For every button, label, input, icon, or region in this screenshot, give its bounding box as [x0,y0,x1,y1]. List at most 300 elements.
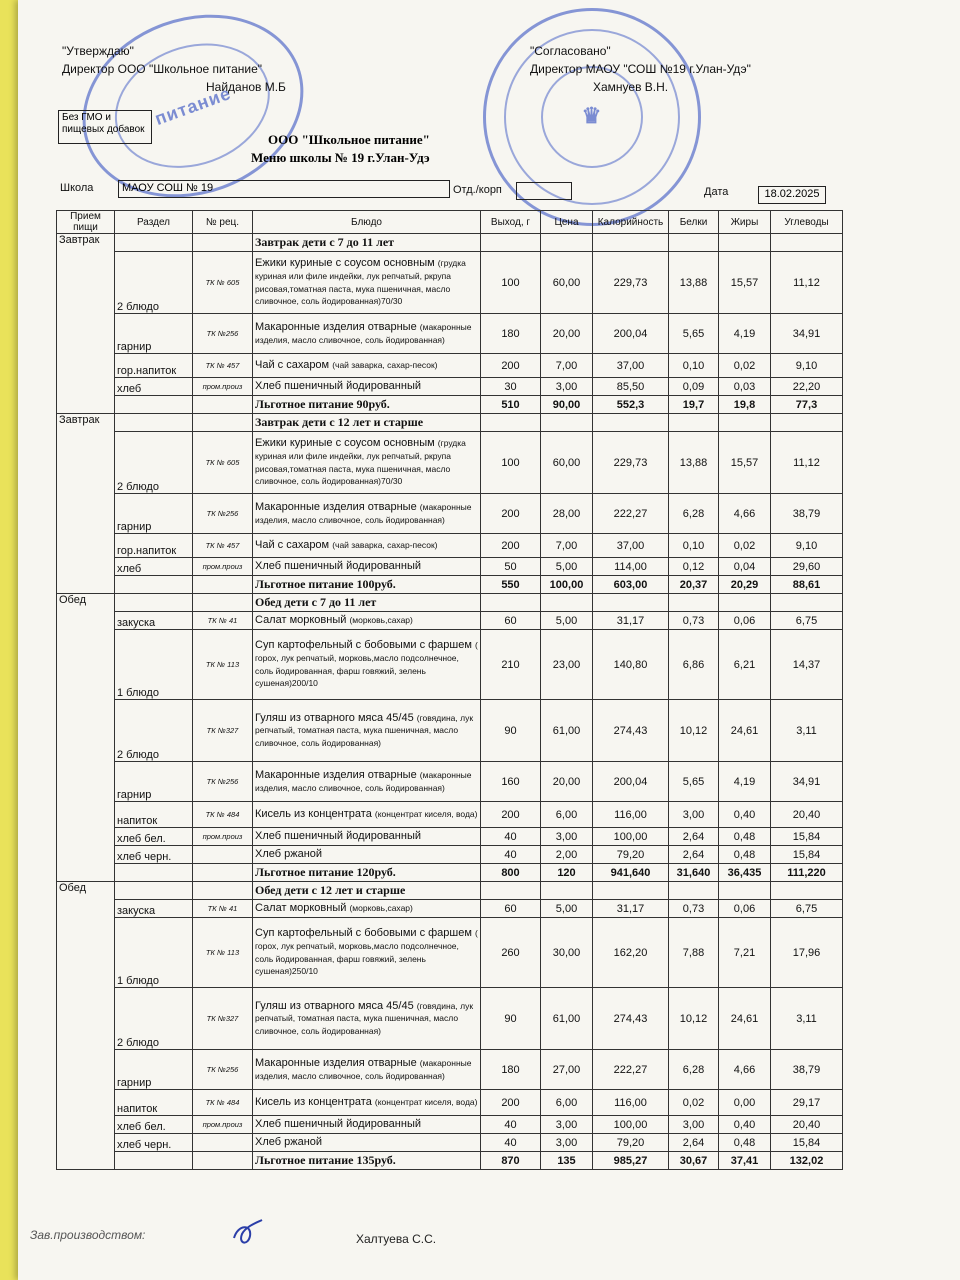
value-price: 3,00 [541,1134,593,1152]
recipe-code: ТК № 484 [193,1090,253,1116]
value-fat: 4,19 [719,314,771,354]
recipe-code: пром.произ [193,558,253,576]
col-recipe: № рец. [193,211,253,234]
table-row [57,762,843,802]
meal-cell: Обед [57,882,115,1170]
value-out: 40 [481,846,541,864]
total-carb: 88,61 [771,576,843,594]
dish-name: Хлеб пшеничный йодированный [255,560,421,573]
dish-name: Хлеб пшеничный йодированный [255,830,421,843]
value-kcal: 100,00 [593,1116,669,1134]
total-row [57,396,843,414]
total-row [57,1152,843,1170]
value-out: 40 [481,1116,541,1134]
value-out: 90 [481,700,541,762]
section-cell: хлеб черн. [115,846,193,864]
value-prot: 6,28 [669,494,719,534]
dish-composition: (макаронные изделия, масло сливочное, соль йодированная) [255,769,472,793]
value-prot: 2,64 [669,846,719,864]
signature [228,1218,268,1250]
value-out: 40 [481,1134,541,1152]
empty-cell [541,594,593,612]
value-prot: 0,12 [669,558,719,576]
value-fat: 15,57 [719,432,771,494]
date-label: Дата [704,186,729,198]
value-kcal: 162,20 [593,918,669,988]
dish-name: Ежики куриные с соусом основным [255,257,435,270]
dish-composition: (грудка куриная или филе индейки, лук репчатый, ркрупа рисовая,томатная паста, мука пшеничная, масло сливочное, соль йодированная)70/30 [255,438,466,487]
empty-cell [115,1152,193,1170]
recipe-code: ТК № 457 [193,354,253,378]
empty-cell [115,594,193,612]
table-row [57,828,843,846]
dish-name: Хлеб пшеничный йодированный [255,1118,421,1131]
value-price: 30,00 [541,918,593,988]
value-out: 40 [481,828,541,846]
section-cell: гор.напиток [115,354,193,378]
header-row [57,211,843,234]
date-field: 18.02.2025 [758,186,826,204]
value-kcal: 222,27 [593,1050,669,1090]
recipe-code: ТК № 41 [193,612,253,630]
dept-field [516,182,572,200]
production-head-label: Зав.производством: [30,1228,146,1242]
dish-cell [253,612,481,630]
value-out: 30 [481,378,541,396]
total-price: 120 [541,864,593,882]
school-label: Школа [60,182,94,194]
value-carb: 6,75 [771,612,843,630]
total-price: 90,00 [541,396,593,414]
dish-cell [253,762,481,802]
agree-label: "Согласовано" [530,44,611,58]
value-carb: 11,12 [771,432,843,494]
total-title: Льготное питание 90руб. [253,396,481,414]
table-row [57,918,843,988]
value-price: 28,00 [541,494,593,534]
total-kcal: 941,640 [593,864,669,882]
empty-cell [719,234,771,252]
recipe-code: пром.произ [193,828,253,846]
table-row [57,900,843,918]
value-prot: 2,64 [669,828,719,846]
empty-cell [481,882,541,900]
group-title-row [57,414,843,432]
dish-cell [253,1134,481,1152]
group-title: Завтрак дети с 12 лет и старше [253,414,481,432]
table-row [57,1090,843,1116]
table-row [57,494,843,534]
value-carb: 11,12 [771,252,843,314]
empty-cell [193,414,253,432]
empty-cell [193,396,253,414]
group-title-row [57,882,843,900]
value-out: 60 [481,612,541,630]
total-price: 135 [541,1152,593,1170]
section-cell: 2 блюдо [115,252,193,314]
value-out: 200 [481,802,541,828]
total-fat: 37,41 [719,1152,771,1170]
agree-name: Хамнуев В.Н. [593,80,669,94]
value-price: 5,00 [541,900,593,918]
value-carb: 9,10 [771,354,843,378]
value-price: 60,00 [541,252,593,314]
value-fat: 0,40 [719,802,771,828]
empty-cell [115,414,193,432]
table-row [57,354,843,378]
table-row [57,534,843,558]
total-title: Льготное питание 100руб. [253,576,481,594]
empty-cell [593,234,669,252]
value-out: 200 [481,534,541,558]
value-out: 200 [481,354,541,378]
dish-name: Хлеб ржаной [255,1136,323,1149]
value-carb: 29,60 [771,558,843,576]
section-cell: напиток [115,802,193,828]
value-price: 60,00 [541,432,593,494]
recipe-code: пром.произ [193,378,253,396]
value-kcal: 37,00 [593,534,669,558]
org-title: ООО "Школьное питание" [268,132,430,147]
dish-cell [253,494,481,534]
dish-cell [253,432,481,494]
total-out: 800 [481,864,541,882]
value-prot: 10,12 [669,700,719,762]
school-field: МАОУ СОШ № 19 [118,180,450,198]
dish-cell [253,1050,481,1090]
dish-cell [253,900,481,918]
value-kcal: 37,00 [593,354,669,378]
table-row [57,1116,843,1134]
dish-composition: (говядина, лук репчатый, томатная паста, мука пшеничная, масло сливочное, соль йодированная) [255,1000,474,1036]
recipe-code [193,846,253,864]
value-price: 6,00 [541,1090,593,1116]
dish-cell [253,558,481,576]
section-cell: 1 блюдо [115,918,193,988]
table-row [57,314,843,354]
total-row [57,864,843,882]
value-carb: 38,79 [771,494,843,534]
table-row [57,1050,843,1090]
dish-name: Хлеб пшеничный йодированный [255,380,421,393]
empty-cell [669,594,719,612]
value-price: 7,00 [541,354,593,378]
dish-name: Хлеб ржаной [255,848,323,861]
value-prot: 5,65 [669,314,719,354]
total-kcal: 985,27 [593,1152,669,1170]
dish-cell [253,1090,481,1116]
section-cell: напиток [115,1090,193,1116]
dish-cell [253,630,481,700]
school-stamp: ♛ [483,8,701,226]
empty-cell [669,234,719,252]
section-cell: хлеб бел. [115,1116,193,1134]
recipe-code: пром.произ [193,1116,253,1134]
empty-cell [593,414,669,432]
recipe-code: ТК № 605 [193,252,253,314]
total-kcal: 603,00 [593,576,669,594]
value-carb: 34,91 [771,762,843,802]
value-carb: 20,40 [771,802,843,828]
value-kcal: 79,20 [593,1134,669,1152]
value-out: 60 [481,900,541,918]
dish-name: Суп картофельный с бобовыми с фаршем [255,927,472,940]
value-fat: 0,00 [719,1090,771,1116]
table-row [57,630,843,700]
value-out: 260 [481,918,541,988]
value-prot: 13,88 [669,432,719,494]
value-prot: 0,10 [669,534,719,558]
section-cell: 1 блюдо [115,630,193,700]
total-prot: 31,640 [669,864,719,882]
value-kcal: 200,04 [593,762,669,802]
value-price: 27,00 [541,1050,593,1090]
table-row [57,846,843,864]
table-row [57,700,843,762]
value-fat: 0,02 [719,354,771,378]
dish-name: Салат морковный [255,902,347,915]
total-fat: 19,8 [719,396,771,414]
dish-cell [253,378,481,396]
value-price: 5,00 [541,612,593,630]
recipe-code: ТК № 484 [193,802,253,828]
value-fat: 0,04 [719,558,771,576]
dish-composition: (грудка куриная или филе индейки, лук репчатый, ркрупа рисовая,томатная паста, мука пшеничная, масло сливочное, соль йодированная)70/30 [255,258,466,307]
value-kcal: 274,43 [593,700,669,762]
value-carb: 14,37 [771,630,843,700]
dish-cell [253,846,481,864]
value-carb: 15,84 [771,846,843,864]
meal-cell: Обед [57,594,115,882]
organization-stamp: питание [57,0,330,227]
section-cell: гарнир [115,314,193,354]
value-prot: 6,86 [669,630,719,700]
dish-composition: (морковь,сахар) [349,615,413,626]
value-kcal: 31,17 [593,900,669,918]
value-kcal: 114,00 [593,558,669,576]
section-cell: хлеб черн. [115,1134,193,1152]
col-carbs: Углеводы [771,211,843,234]
recipe-code: ТК №256 [193,762,253,802]
section-cell: 2 блюдо [115,432,193,494]
value-kcal: 100,00 [593,828,669,846]
empty-cell [481,234,541,252]
total-out: 870 [481,1152,541,1170]
empty-cell [193,594,253,612]
value-carb: 29,17 [771,1090,843,1116]
empty-cell [193,576,253,594]
dish-name: Макаронные изделия отварные [255,500,417,513]
total-prot: 20,37 [669,576,719,594]
total-prot: 30,67 [669,1152,719,1170]
production-head-name: Халтуева С.С. [356,1232,437,1246]
recipe-code: ТК № 113 [193,630,253,700]
section-cell: гарнир [115,494,193,534]
col-kcal: Калорийность [593,211,669,234]
dish-composition: (морковь,сахар) [349,903,413,914]
dish-composition: ( горох, лук репчатый, морковь,масло подсолнечное, соль йодированная, фарш говяжий, зелень сушеная)200/10 [255,640,478,689]
value-fat: 24,61 [719,988,771,1050]
value-prot: 5,65 [669,762,719,802]
col-meal: Прием пищи [57,211,115,234]
dept-label: Отд./корп [453,184,502,196]
dish-cell [253,988,481,1050]
total-price: 100,00 [541,576,593,594]
value-carb: 6,75 [771,900,843,918]
empty-cell [593,882,669,900]
recipe-code: ТК №327 [193,988,253,1050]
total-carb: 77,3 [771,396,843,414]
section-cell: хлеб бел. [115,828,193,846]
value-kcal: 79,20 [593,846,669,864]
group-title: Завтрак дети с 7 до 11 лет [253,234,481,252]
group-title-row [57,594,843,612]
recipe-code: ТК №256 [193,494,253,534]
value-out: 180 [481,1050,541,1090]
dish-name: Макаронные изделия отварные [255,320,417,333]
dish-cell [253,918,481,988]
recipe-code: ТК № 113 [193,918,253,988]
value-prot: 0,10 [669,354,719,378]
dish-cell [253,828,481,846]
table-row [57,378,843,396]
dish-name: Ежики куриные с соусом основным [255,437,435,450]
dish-composition: (макаронные изделия, масло сливочное, соль йодированная) [255,1057,472,1081]
approve-name: Найданов М.Б [206,80,286,94]
value-kcal: 116,00 [593,802,669,828]
value-price: 23,00 [541,630,593,700]
recipe-code: ТК №256 [193,314,253,354]
table-row [57,988,843,1050]
dish-cell [253,252,481,314]
total-kcal: 552,3 [593,396,669,414]
group-title-row [57,234,843,252]
value-fat: 6,21 [719,630,771,700]
group-title: Обед дети с 12 лет и старше [253,882,481,900]
value-prot: 7,88 [669,918,719,988]
empty-cell [771,594,843,612]
value-out: 160 [481,762,541,802]
dish-name: Гуляш из отварного мяса 45/45 [255,711,414,724]
value-out: 100 [481,432,541,494]
dish-name: Гуляш из отварного мяса 45/45 [255,999,414,1012]
value-carb: 15,84 [771,828,843,846]
dish-cell [253,354,481,378]
meal-cell: Завтрак [57,234,115,414]
dish-composition: (макаронные изделия, масло сливочное, соль йодированная) [255,321,472,345]
recipe-code: ТК № 41 [193,900,253,918]
empty-cell [669,414,719,432]
value-fat: 0,06 [719,900,771,918]
value-carb: 38,79 [771,1050,843,1090]
dish-name: Чай с сахаром [255,359,330,372]
value-prot: 3,00 [669,802,719,828]
value-kcal: 31,17 [593,612,669,630]
value-fat: 0,40 [719,1116,771,1134]
dish-name: Чай с сахаром [255,539,330,552]
empty-cell [719,414,771,432]
dish-cell [253,314,481,354]
dish-cell [253,700,481,762]
value-fat: 0,02 [719,534,771,558]
total-carb: 132,02 [771,1152,843,1170]
value-kcal: 229,73 [593,432,669,494]
col-output: Выход, г [481,211,541,234]
empty-cell [593,594,669,612]
col-section: Раздел [115,211,193,234]
document-sheet [18,0,960,1280]
col-price: Цена [541,211,593,234]
empty-cell [771,414,843,432]
value-carb: 34,91 [771,314,843,354]
section-cell: закуска [115,612,193,630]
table-row [57,612,843,630]
empty-cell [115,576,193,594]
value-fat: 15,57 [719,252,771,314]
value-fat: 0,03 [719,378,771,396]
value-price: 7,00 [541,534,593,558]
dish-cell [253,534,481,558]
value-prot: 0,02 [669,1090,719,1116]
dish-composition: (чай заварка, сахар-песок) [332,360,438,371]
empty-cell [719,594,771,612]
dish-name: Макаронные изделия отварные [255,768,417,781]
approve-label: "Утверждаю" [62,44,134,58]
group-title: Обед дети с 7 до 11 лет [253,594,481,612]
total-fat: 20,29 [719,576,771,594]
value-out: 100 [481,252,541,314]
dish-composition: ( горох, лук репчатый, морковь,масло подсолнечное, соль йодированная, фарш говяжий, зелень сушеная)250/10 [255,928,478,977]
empty-cell [771,882,843,900]
recipe-code: ТК №256 [193,1050,253,1090]
no-gmo-note: Без ГМО и пищевых добавок [58,110,152,144]
dish-name: Макаронные изделия отварные [255,1056,417,1069]
value-out: 200 [481,1090,541,1116]
table-row [57,802,843,828]
approve-position: Директор ООО "Школьное питание" [62,62,263,76]
table-row [57,252,843,314]
section-cell: хлеб [115,558,193,576]
value-prot: 0,73 [669,612,719,630]
value-fat: 4,66 [719,494,771,534]
value-price: 3,00 [541,1116,593,1134]
section-cell: хлеб [115,378,193,396]
empty-cell [771,234,843,252]
dish-cell [253,1116,481,1134]
agree-position: Директор МАОУ "СОШ №19 г.Улан-Удэ" [530,62,751,76]
value-kcal: 200,04 [593,314,669,354]
table-row [57,558,843,576]
value-fat: 4,66 [719,1050,771,1090]
total-carb: 111,220 [771,864,843,882]
section-cell: гарнир [115,1050,193,1090]
value-out: 90 [481,988,541,1050]
empty-cell [541,414,593,432]
dish-name: Салат морковный [255,614,347,627]
empty-cell [115,234,193,252]
col-protein: Белки [669,211,719,234]
value-carb: 3,11 [771,988,843,1050]
value-price: 3,00 [541,378,593,396]
empty-cell [193,1152,253,1170]
value-fat: 0,48 [719,828,771,846]
value-fat: 0,06 [719,612,771,630]
value-kcal: 222,27 [593,494,669,534]
empty-cell [541,882,593,900]
value-price: 61,00 [541,700,593,762]
menu-table-body [57,211,843,1170]
dish-composition: (концентрат киселя, вода) [374,1097,478,1108]
